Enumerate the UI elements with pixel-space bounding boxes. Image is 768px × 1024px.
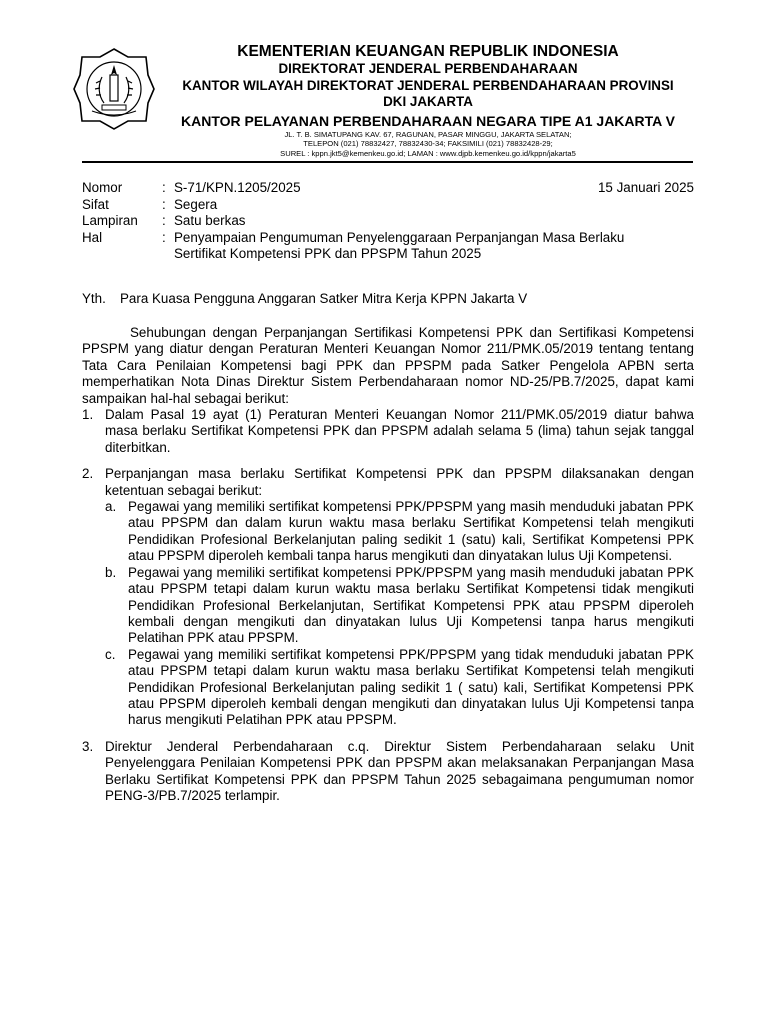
- item-text: Direktur Jenderal Perbendaharaan c.q. Direktur Sistem Perbendaharaan selaku Unit Penyelenggara Penilaian Kompetensi PPK dan PPSPM akan melaksanakan Perpanjangan Masa Berlaku Sertifikat Kompetensi PPK dan PPSPM Tahun 2025 sebagaimana pengumuman nomor PENG-3/PB.7/2025 terlampir.: [105, 738, 694, 803]
- letter-date: 15 Januari 2025: [597, 180, 694, 195]
- recipient: [82, 291, 527, 308]
- meta-sep: :: [162, 180, 166, 195]
- intro-paragraph: Sehubungan dengan Perpanjangan Sertifikasi Kompetensi PPK dan Sertifikasi Kompetensi PPSPM yang diatur dengan Peraturan Menteri Keuangan Nomor 211/PMK.05/2019 tentang tentang Tata Cara Penilaian Kompetensi bagi PPK dan PPSPM pada Satker Pengelola APBN serta memperhatikan Nota Dinas Direktur Sistem Perbendaharaan nomor ND-25/PB.7/2025, dapat kami sampaikan hal-hal sebagai berikut:: [82, 325, 694, 406]
- list-item: [82, 739, 694, 805]
- recipient-prefix: Yth.: [82, 291, 106, 306]
- meta-sep: :: [162, 196, 166, 212]
- letterhead-divider: [82, 161, 693, 163]
- meta-value: S-71/KPN.1205/2025: [174, 180, 301, 195]
- letterhead-email: SUREL : kppn.jkt5@kemenkeu.go.id; LAMAN : www.djpb.kemenkeu.go.id/kppn/jakarta5: [280, 148, 576, 158]
- meta-sep: :: [162, 229, 166, 245]
- meta-sep: :: [162, 213, 166, 228]
- letterhead-regional-office: KANTOR WILAYAH DIREKTORAT JENDERAL PERBENDAHARAAN PROVINSI: [182, 77, 674, 93]
- sub-item-letter: a.: [105, 499, 117, 515]
- meta-value: Segera: [174, 196, 218, 212]
- sub-item-text: Pegawai yang memiliki sertifikat kompetensi PPK/PPSPM yang masih menduduki jabatan PPK atau PPSPM dan dalam kurun waktu masa berlaku Sertifikat Kompetensi telah mengikuti Pendidikan Profesional Berkelanjutan paling sedikit 1 (satu) kali, Sertifikat Kompetensi PPK atau PPSPM diperoleh kembali tanpa harus mengikuti dan dinyatakan lulus Uji Kompetensi.: [128, 499, 694, 564]
- sub-item-text: Pegawai yang memiliki sertifikat kompetensi PPK/PPSPM yang masih menduduki jabatan PPK atau PPSPM tetapi dalam kurun waktu masa berlaku Sertifikat Kompetensi tidak mengikuti Pendidikan Profesional Berkelanjutan, Sertifikat Kompetensi PPK atau PPSPM diperoleh kembali dengan mengikuti dan dinyatakan lulus Uji Kompetensi tanpa harus mengikuti Pelatihan PPK atau PPSPM.: [128, 564, 694, 646]
- meta-value: Satu berkas: [174, 213, 246, 228]
- kemenkeu-logo-icon: [72, 47, 156, 131]
- letterhead-office: KANTOR PELAYANAN PERBENDAHARAAN NEGARA TIPE A1 JAKARTA V: [181, 112, 675, 129]
- letter-meta: [82, 180, 694, 263]
- list-item: [82, 466, 694, 729]
- letterhead-phone: TELEPON (021) 78832427, 78832430-34; FAKSIMILI (021) 78832428-29;: [303, 139, 553, 149]
- list-item: [82, 407, 694, 456]
- letterhead: [160, 42, 696, 158]
- meta-label: Nomor: [82, 180, 123, 195]
- subject-line-2: Sertifikat Kompetensi PPK dan PPSPM Tahun 2025: [174, 246, 482, 261]
- meta-value: [174, 230, 694, 263]
- meta-label: Sifat: [82, 196, 109, 212]
- letterhead-address: JL. T. B. SIMATUPANG KAV. 67, RAGUNAN, PASAR MINGGU, JAKARTA SELATAN;: [284, 129, 572, 139]
- sub-item-letter: b.: [105, 564, 117, 580]
- item-number: 3.: [82, 738, 94, 754]
- meta-row-hal: [82, 230, 694, 263]
- item-number: 2.: [82, 466, 94, 482]
- sub-item-letter: c.: [105, 646, 116, 662]
- meta-label: Lampiran: [82, 213, 138, 228]
- letterhead-directorate: DIREKTORAT JENDERAL PERBENDAHARAAN: [278, 61, 578, 76]
- letter-body: [82, 325, 694, 804]
- recipient-name: Para Kuasa Pengguna Anggaran Satker Mitra Kerja KPPN Jakarta V: [120, 291, 528, 306]
- letterhead-province: DKI JAKARTA: [383, 94, 473, 109]
- item-text: Dalam Pasal 19 ayat (1) Peraturan Menteri Keuangan Nomor 211/PMK.05/2019 diatur bahwa masa berlaku Sertifikat Kompetensi PPK dan PPSPM adalah selama 5 (lima) tahun sejak tanggal diterbitkan.: [105, 407, 694, 455]
- subject-line-1: Penyampaian Pengumuman Penyelenggaraan Perpanjangan Masa Berlaku: [174, 229, 625, 245]
- sub-item-text: Pegawai yang memiliki sertifikat kompetensi PPK/PPSPM yang tidak menduduki jabatan PPK atau PPSPM tetapi dalam kurun waktu masa berlaku Sertifikat Kompetensi telah mengikuti Pendidikan Profesional Berkelanjutan paling sedikit 1 ( satu) kali, Sertifikat Kompetensi PPK atau PPSPM diperoleh kembali dengan mengikuti dan dinyatakan lulus Uji Kompetensi tanpa harus mengikuti Pelatihan PPK atau PPSPM.: [128, 646, 694, 728]
- meta-label: Hal: [82, 229, 103, 245]
- item-number: 1.: [82, 407, 94, 423]
- meta-row-sifat: [82, 197, 694, 214]
- sub-item: [105, 499, 694, 565]
- sub-item: [105, 647, 694, 729]
- item-text: Perpanjangan masa berlaku Sertifikat Kompetensi PPK dan PPSPM dilaksanakan dengan ketentuan sebagai berikut:: [105, 466, 694, 498]
- letterhead-ministry: KEMENTERIAN KEUANGAN REPUBLIK INDONESIA: [237, 43, 619, 60]
- sub-item: [105, 565, 694, 647]
- meta-row-lampiran: [82, 213, 694, 230]
